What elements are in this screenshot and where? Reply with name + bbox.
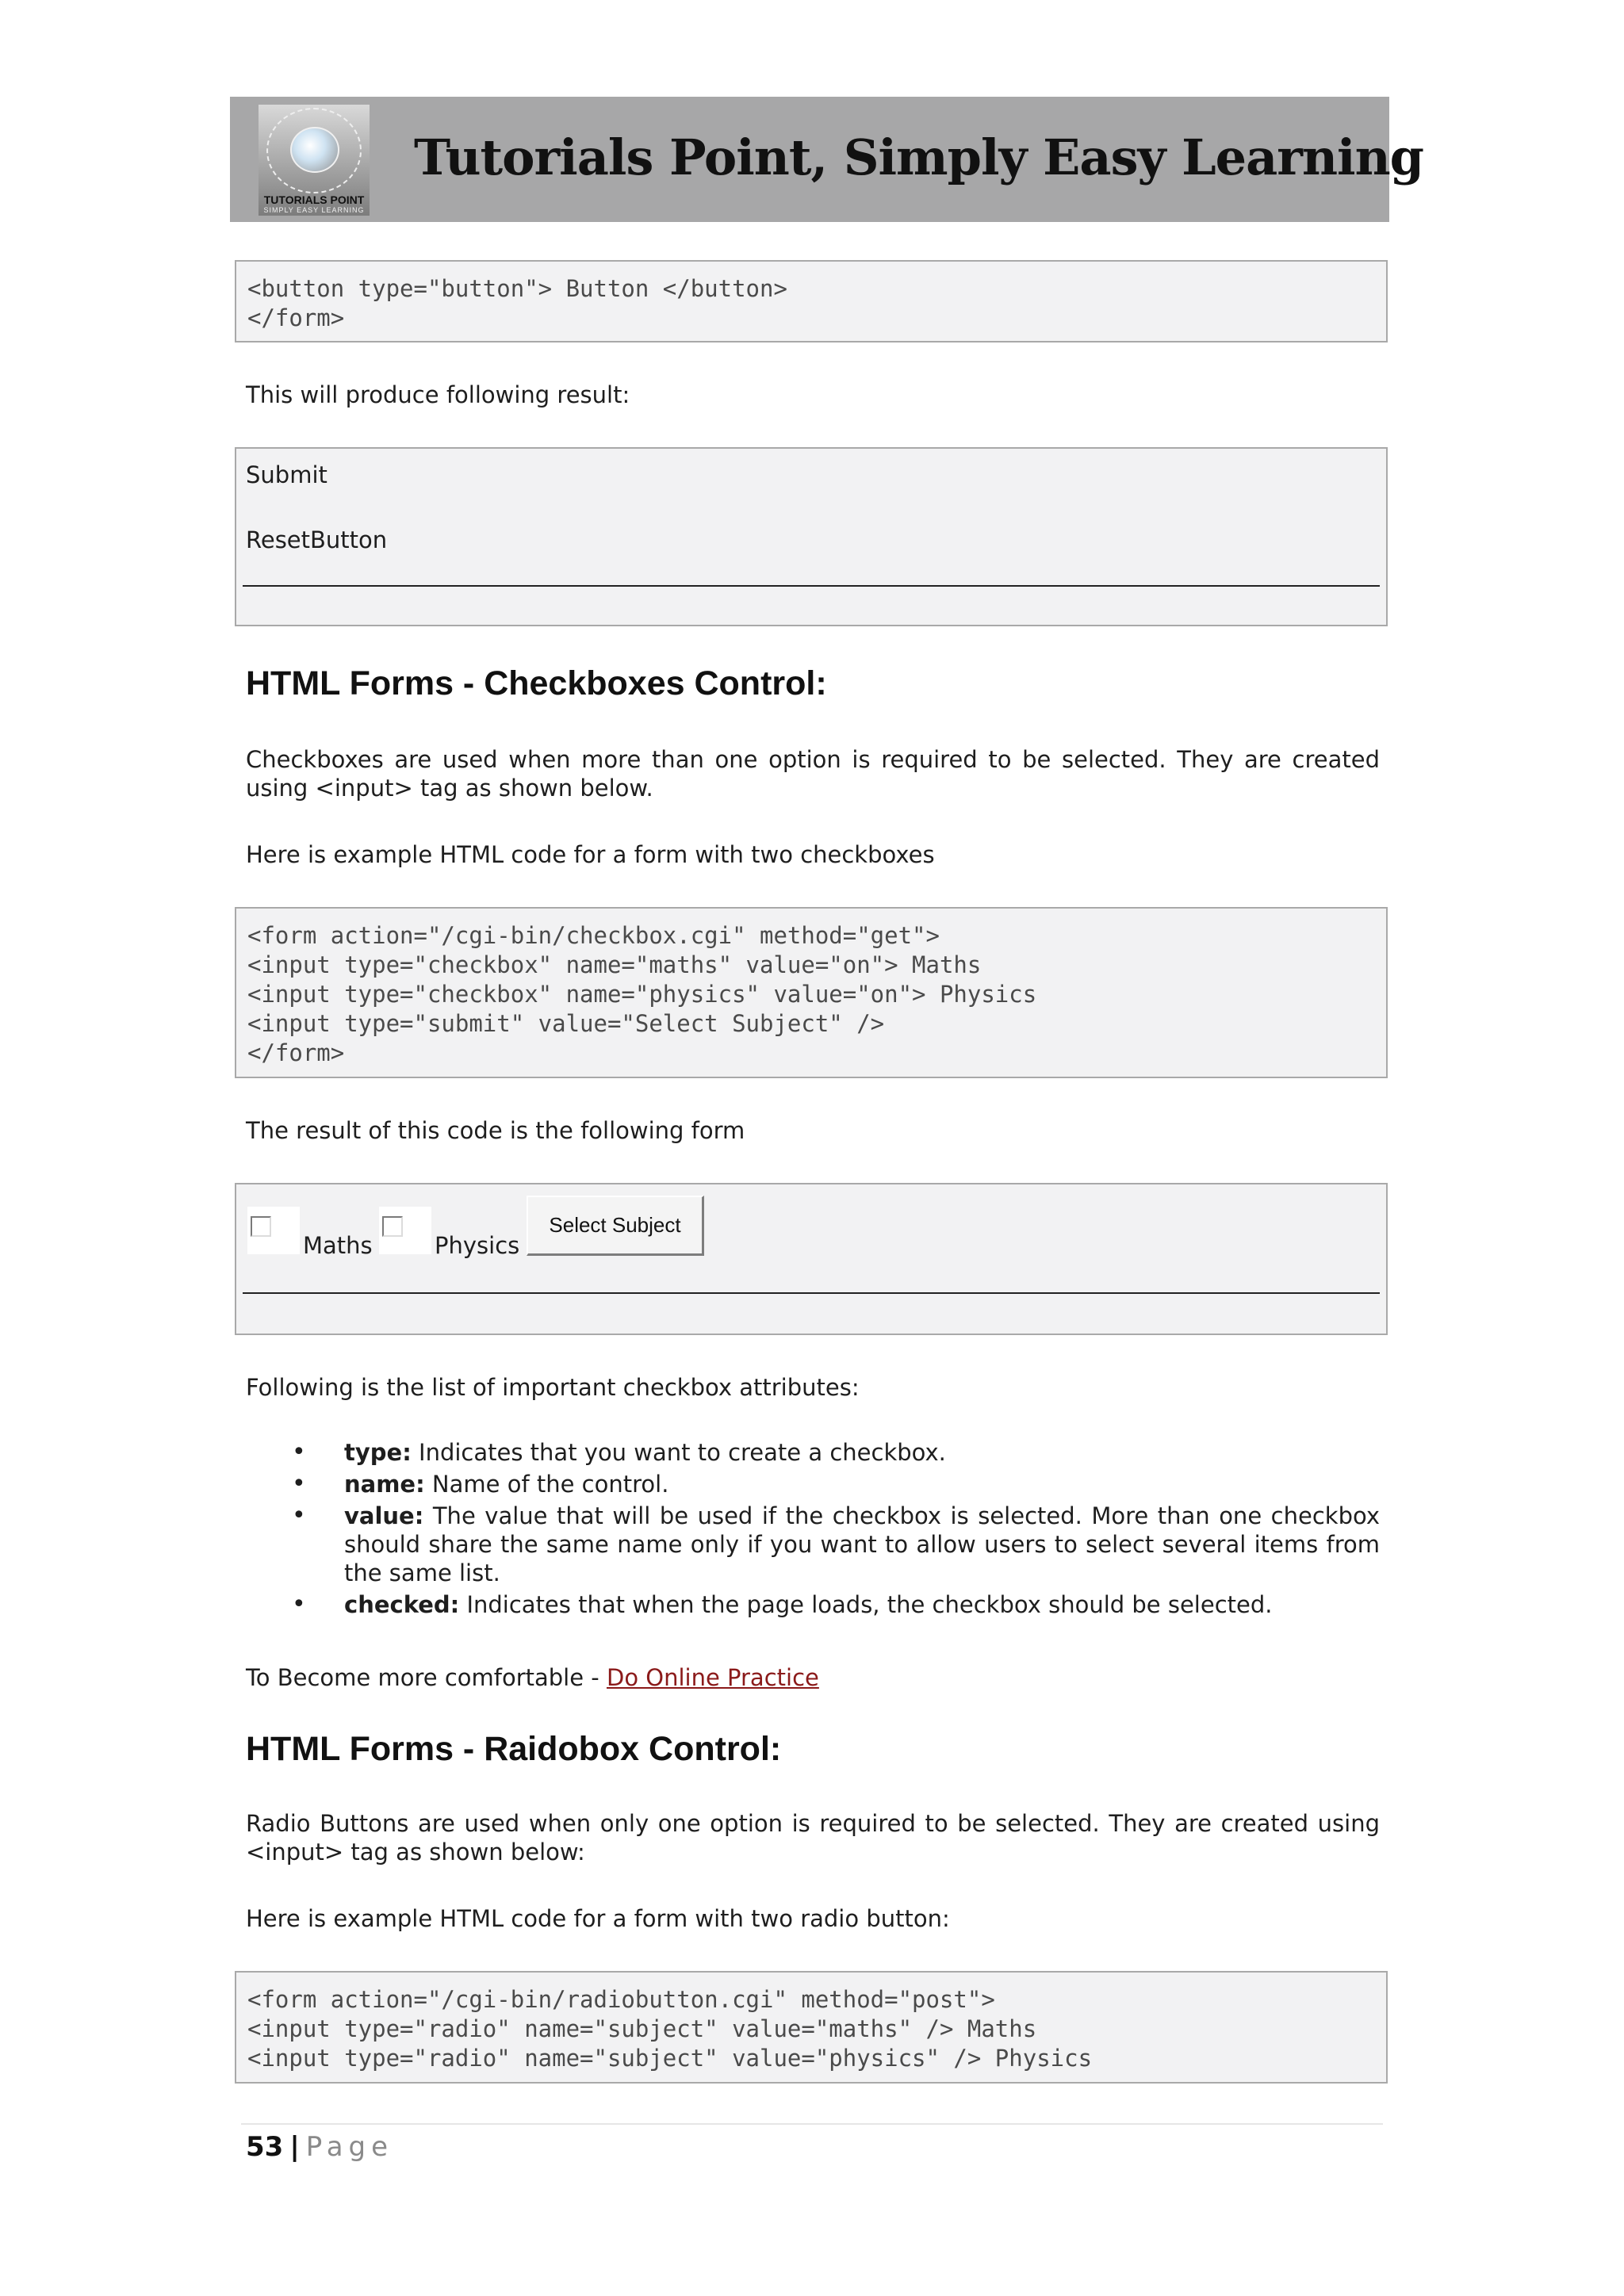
practice-line <box>246 1663 1380 1692</box>
checkbox-physics[interactable] <box>382 1216 403 1237</box>
list-item <box>246 1470 1380 1498</box>
page-number: 53 <box>246 2131 284 2163</box>
code-block-button <box>235 260 1388 342</box>
result-box-checkboxes <box>235 1183 1388 1335</box>
checkbox-physics-cell <box>379 1207 431 1254</box>
checkbox-label-maths: Maths <box>303 1232 373 1259</box>
attribute-description: The value that will be used if the checkbox is selected. More than one checkbox should share the same name only if you want to allow users to select several items from the same list. <box>344 1502 1380 1586</box>
footer-divider <box>241 2123 1383 2125</box>
checkbox-label-physics: Physics <box>435 1232 520 1259</box>
attribute-name: type: <box>344 1439 412 1466</box>
logo-disc-icon <box>290 127 339 173</box>
logo-name: TUTORIALS POINT <box>263 193 365 206</box>
select-subject-button[interactable]: Select Subject <box>527 1196 704 1256</box>
result-reset-button-text: ResetButton <box>246 526 388 553</box>
list-item <box>246 1502 1380 1587</box>
attribute-name: name: <box>344 1471 425 1498</box>
horizontal-rule <box>243 585 1380 587</box>
paragraph-checkboxes-intro: Checkboxes are used when more than one option is required to be selected. They are created using <input> tag as shown below. <box>246 746 1380 802</box>
attribute-name: value: <box>344 1502 424 1529</box>
bullet-icon: • <box>292 1470 306 1498</box>
code-block-checkbox <box>235 907 1388 1078</box>
bullet-icon: • <box>292 1438 306 1466</box>
code-text: <form action="/cgi-bin/radiobutton.cgi" method="post"> <input type="radio" name="subject" value="maths" /> Maths <input type="radio" name="subject" value="physics" /> Physics <box>247 1986 1093 2072</box>
result-submit-text: Submit <box>246 461 327 488</box>
page-label: Page <box>305 2131 394 2163</box>
bullet-icon: • <box>292 1590 306 1618</box>
list-item <box>246 1590 1380 1619</box>
text-attribute-list-intro: Following is the list of important checkbox attributes: <box>246 1374 860 1401</box>
checkbox-maths[interactable] <box>251 1216 271 1237</box>
paragraph-radio-intro: Radio Buttons are used when only one option is required to be selected. They are created using <input> tag as shown below: <box>246 1810 1380 1866</box>
text-produce-result: This will produce following result: <box>246 381 630 408</box>
result-box-buttons <box>235 447 1388 626</box>
logo-tagline: SIMPLY EASY LEARNING <box>263 206 365 214</box>
heading-checkboxes: HTML Forms - Checkboxes Control: <box>246 664 827 702</box>
horizontal-rule <box>243 1292 1380 1294</box>
list-item <box>246 1438 1380 1467</box>
attribute-description: Indicates that you want to create a checkbox. <box>419 1439 946 1466</box>
practice-prefix: To Become more comfortable - <box>246 1664 607 1691</box>
online-practice-link[interactable]: Do Online Practice <box>606 1664 819 1691</box>
page-footer <box>246 2131 393 2163</box>
heading-radiobox: HTML Forms - Raidobox Control: <box>246 1730 782 1768</box>
attribute-name: checked: <box>344 1591 460 1618</box>
code-text: <button type="button"> Button </button> </form> <box>247 275 787 331</box>
page-header <box>230 97 1424 222</box>
footer-separator: | <box>289 2131 300 2163</box>
attribute-description: Indicates that when the page loads, the checkbox should be selected. <box>466 1591 1273 1618</box>
attribute-description: Name of the control. <box>431 1471 669 1498</box>
code-text: <form action="/cgi-bin/checkbox.cgi" method="get"> <input type="checkbox" name="maths" value="on"> Maths <input type="checkbox" name="physics" value="on"> Physics <input type="submit" value="Select Subject" /> </form> <box>247 922 1037 1066</box>
paragraph-checkbox-example: Here is example HTML code for a form with two checkboxes <box>246 841 935 868</box>
checkbox-maths-cell <box>247 1207 300 1254</box>
paragraph-radio-example: Here is example HTML code for a form with two radio button: <box>246 1905 950 1932</box>
tutorialspoint-logo <box>259 105 370 216</box>
header-title: Tutorials Point, Simply Easy Learning <box>414 128 1424 186</box>
checkbox-attribute-list <box>246 1438 1380 1622</box>
bullet-icon: • <box>292 1502 306 1529</box>
code-block-radio <box>235 1971 1388 2084</box>
text-result-form: The result of this code is the following form <box>246 1117 745 1144</box>
